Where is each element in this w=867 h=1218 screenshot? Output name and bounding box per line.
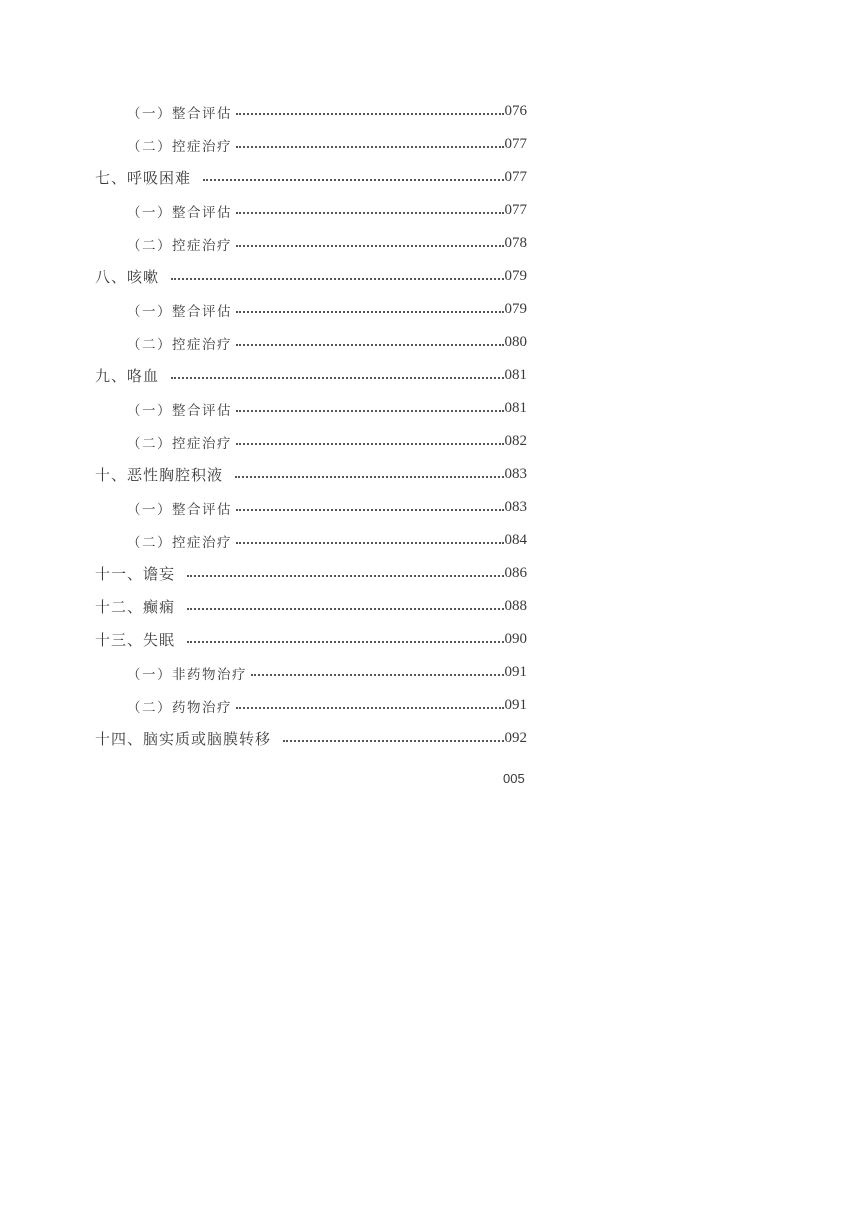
- dot-leader: [171, 269, 503, 285]
- toc-entry-label: （一）整合评估: [127, 501, 232, 518]
- toc-entry-label: （一）非药物治疗: [127, 666, 247, 683]
- toc-chapter-entry[interactable]: [0, 260, 527, 293]
- dot-leader: [203, 170, 503, 186]
- dot-leader: [236, 698, 504, 714]
- toc-entry-page: 081: [504, 400, 527, 416]
- toc-entry-page: 077: [504, 136, 527, 152]
- toc-entry-label: （一）整合评估: [127, 204, 232, 221]
- page-number: 005: [503, 771, 525, 786]
- dot-leader: [236, 302, 504, 318]
- toc-entry-page: 079: [504, 301, 527, 317]
- toc-entry-page: 082: [504, 433, 527, 449]
- toc-entry-label: 十、恶性胸腔积液: [95, 466, 224, 484]
- toc-entry-page: 079: [504, 268, 527, 284]
- toc-entry-page: 084: [504, 532, 527, 548]
- dot-leader: [236, 104, 504, 120]
- toc-entry-page: 078: [504, 235, 527, 251]
- dot-leader: [171, 368, 503, 384]
- toc-entry-page: 076: [504, 103, 527, 119]
- toc-chapter-entry[interactable]: [0, 458, 527, 491]
- dot-leader: [236, 335, 504, 351]
- table-of-contents: [0, 95, 867, 755]
- toc-entry-label: 十四、脑实质或脑膜转移: [95, 730, 272, 748]
- toc-entry[interactable]: [0, 392, 527, 425]
- dot-leader: [187, 566, 503, 582]
- toc-entry[interactable]: [0, 425, 527, 458]
- toc-entry-page: 091: [504, 697, 527, 713]
- dot-leader: [187, 599, 503, 615]
- toc-entry[interactable]: [0, 194, 527, 227]
- toc-entry-page: 092: [504, 730, 527, 746]
- toc-entry-label: 十一、谵妄: [95, 565, 176, 583]
- toc-entry-page: 086: [504, 565, 527, 581]
- toc-entry-page: 077: [504, 169, 527, 185]
- dot-leader: [236, 500, 504, 516]
- dot-leader: [283, 731, 503, 747]
- toc-chapter-entry[interactable]: [0, 557, 527, 590]
- toc-entry-label: （一）整合评估: [127, 402, 232, 419]
- dot-leader: [236, 533, 504, 549]
- dot-leader: [236, 236, 504, 252]
- toc-entry-label: 七、呼吸困难: [95, 169, 192, 187]
- toc-entry-label: （二）控症治疗: [127, 435, 232, 452]
- toc-entry[interactable]: [0, 95, 527, 128]
- toc-entry-label: （二）控症治疗: [127, 237, 232, 254]
- dot-leader: [251, 665, 504, 681]
- dot-leader: [236, 401, 504, 417]
- toc-entry-label: 十三、失眠: [95, 631, 176, 649]
- toc-chapter-entry[interactable]: [0, 359, 527, 392]
- toc-entry[interactable]: [0, 227, 527, 260]
- toc-entry-page: 091: [504, 664, 527, 680]
- toc-entry-label: （二）药物治疗: [127, 699, 232, 716]
- toc-entry-label: 九、咯血: [95, 367, 160, 385]
- toc-entry[interactable]: [0, 128, 527, 161]
- toc-entry-page: 090: [504, 631, 527, 647]
- toc-entry[interactable]: [0, 656, 527, 689]
- toc-entry[interactable]: [0, 491, 527, 524]
- toc-entry-label: （一）整合评估: [127, 303, 232, 320]
- toc-chapter-entry[interactable]: [0, 722, 527, 755]
- toc-entry[interactable]: [0, 326, 527, 359]
- dot-leader: [235, 467, 503, 483]
- toc-entry-label: （一）整合评估: [127, 105, 232, 122]
- dot-leader: [236, 137, 504, 153]
- toc-chapter-entry[interactable]: [0, 623, 527, 656]
- toc-entry-label: （二）控症治疗: [127, 534, 232, 551]
- toc-entry-label: 十二、癫痫: [95, 598, 176, 616]
- toc-entry-page: 080: [504, 334, 527, 350]
- toc-entry-page: 088: [504, 598, 527, 614]
- toc-entry-label: （二）控症治疗: [127, 138, 232, 155]
- toc-entry-page: 083: [504, 499, 527, 515]
- toc-entry[interactable]: [0, 524, 527, 557]
- toc-entry-page: 083: [504, 466, 527, 482]
- dot-leader: [187, 632, 503, 648]
- dot-leader: [236, 434, 504, 450]
- dot-leader: [236, 203, 504, 219]
- toc-chapter-entry[interactable]: [0, 590, 527, 623]
- toc-entry[interactable]: [0, 689, 527, 722]
- toc-entry-page: 081: [504, 367, 527, 383]
- toc-entry[interactable]: [0, 293, 527, 326]
- toc-entry-label: （二）控症治疗: [127, 336, 232, 353]
- toc-entry-label: 八、咳嗽: [95, 268, 160, 286]
- toc-chapter-entry[interactable]: [0, 161, 527, 194]
- toc-entry-page: 077: [504, 202, 527, 218]
